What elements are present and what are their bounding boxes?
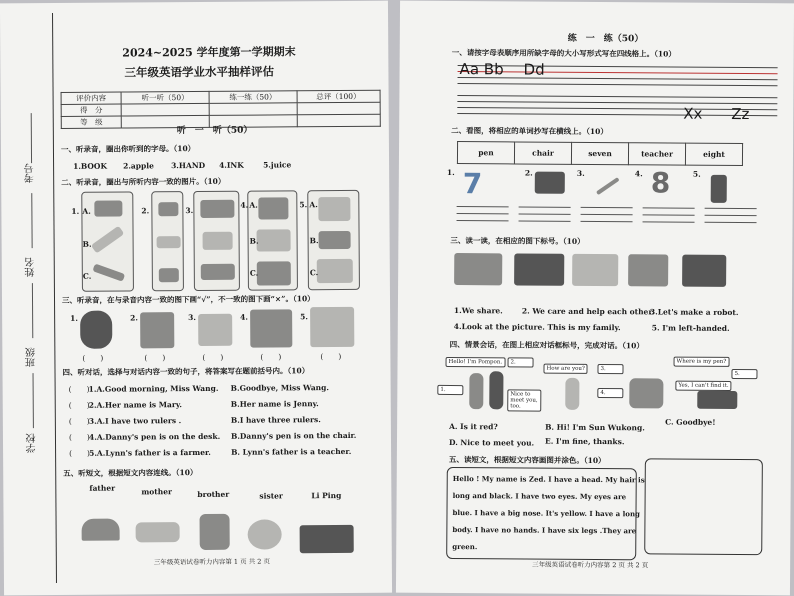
word-cell: teacher xyxy=(628,143,685,165)
q3-title: 三、听录音，在与录音内容一致的图下画“√”，不一致的图下画“×”。（10） xyxy=(61,294,315,305)
page-1 xyxy=(0,1,392,596)
r-q3-sentence: 2. We care and help each other. xyxy=(521,306,655,317)
q2-opt-b[interactable]: B. xyxy=(82,239,92,249)
q3-num: 2. xyxy=(130,313,139,323)
answer-line[interactable] xyxy=(643,207,695,208)
stethoscope-picture xyxy=(248,519,282,549)
word-cell: eight xyxy=(685,143,742,165)
q3-num: 3. xyxy=(188,313,197,323)
q2-group-3 xyxy=(193,191,240,291)
r-q4-option: A. Is it red? xyxy=(449,421,498,432)
q5-person: brother xyxy=(197,489,230,499)
q3-num: 1. xyxy=(70,313,79,323)
q1-title: 一、听录音，圈出你听到的字母。（10） xyxy=(60,144,196,154)
q2-num: 1. xyxy=(71,206,80,216)
r-q3-sentence: 4.Look at the picture. This is my family. xyxy=(453,322,621,333)
kid-figure xyxy=(565,378,579,410)
score-table xyxy=(61,90,381,129)
answer-line[interactable] xyxy=(581,207,633,208)
q4-option-b: B.Her name is Jenny. xyxy=(230,399,319,409)
q3-answer-paren[interactable]: ( ) xyxy=(260,352,282,362)
r-q5-title: 五、读短文，根据短文内容画图并涂色。（10） xyxy=(448,454,606,466)
q3-num: 5. xyxy=(300,312,309,322)
teacher-picture xyxy=(535,172,565,194)
bus-picture xyxy=(300,525,354,553)
exam-title-subject: 三年级英语学业水平抽样评估 xyxy=(124,64,274,80)
police-car-picture xyxy=(136,522,180,542)
fill-line xyxy=(32,283,33,338)
passage-line: blue. I have a big nose. It's yellow. I have a long xyxy=(452,508,640,519)
q5-person: sister xyxy=(259,491,283,501)
schoolbag-picture xyxy=(200,514,230,550)
side-label-school: 学校 xyxy=(26,433,39,454)
r-q3-sentence: 1.We share. xyxy=(453,306,503,316)
q3-picture-man xyxy=(250,309,292,347)
q2-num: 2. xyxy=(141,206,150,216)
q3-picture-room xyxy=(198,314,232,346)
q2-num: 4. xyxy=(240,200,249,210)
q4-option-a: 2.A.Her name is Mary. xyxy=(88,400,182,410)
word-cell: chair xyxy=(514,142,571,164)
exam-title-year: 2024~2025 学年度第一学期期末 xyxy=(122,45,296,60)
q4-title: 四、听对话，选择与对话内容一致的句子，将答案写在题前括号内。（10） xyxy=(62,366,310,377)
passage-line: body. I have no hands. I have six legs .They are xyxy=(452,525,637,536)
given-letters-d: Dd xyxy=(523,60,545,79)
q2-title: 二、听录音，圈出与所听内容一致的图片。（10） xyxy=(61,176,226,187)
answer-box[interactable]: 4. xyxy=(597,388,623,398)
r-q3-sentence: 3.Let's make a robot. xyxy=(649,307,739,318)
q5-title: 五、听短文，根据短文内容连线。（10） xyxy=(63,467,198,478)
family-picture xyxy=(454,253,502,285)
word-table xyxy=(457,141,743,166)
score-cell[interactable] xyxy=(297,102,380,115)
q3-num: 4. xyxy=(240,312,249,322)
q2-group-2 xyxy=(151,191,184,291)
r-q2-title: 二、看图，将相应的单词抄写在横线上。（10） xyxy=(451,125,608,137)
q3-picture-boy xyxy=(140,312,174,348)
passage-line: long and black. I have two eyes. My eyes are xyxy=(452,491,627,502)
score-cell[interactable] xyxy=(121,103,209,116)
answer-line[interactable] xyxy=(519,206,571,207)
q5-person: mother xyxy=(141,487,172,497)
given-letters-ab: Aa Bb xyxy=(459,60,504,79)
q2-num: 5. xyxy=(299,200,308,210)
word-cell: seven xyxy=(571,142,628,164)
fill-line xyxy=(31,193,32,248)
q1-item[interactable]: 3.HAND xyxy=(171,160,206,171)
r-q2-num: 4. xyxy=(634,169,643,179)
side-label-exam-no: 考号 xyxy=(25,163,37,184)
share-picture xyxy=(628,254,668,286)
q3-answer-paren[interactable]: ( ) xyxy=(82,353,104,363)
answer-box[interactable]: 3. xyxy=(597,364,623,374)
left-handed-picture xyxy=(572,254,618,286)
r-q3-title: 三、读一读，在相应的图下标号。（10） xyxy=(450,235,585,246)
r-q1-title: 一、请按字母表顺序用所缺字母的大小写形式写在四线格上。（10） xyxy=(451,47,676,59)
page-footer-1: 三年级英语试卷听力内容第 1 页 共 2 页 xyxy=(153,557,270,567)
chair-picture xyxy=(711,175,727,203)
answer-line[interactable] xyxy=(705,208,757,209)
score-cell[interactable] xyxy=(209,103,297,116)
q3-answer-paren[interactable]: ( ) xyxy=(202,352,224,362)
score-row-score: 得 分 xyxy=(61,104,121,116)
four-line-grid xyxy=(458,65,778,68)
q4-answer-paren[interactable]: ( ) xyxy=(69,448,90,458)
score-header-content: 评价内容 xyxy=(61,92,121,104)
section-title-listen: 听 一 听（50） xyxy=(176,125,253,137)
eight-picture: 8 xyxy=(650,166,671,200)
q1-item[interactable]: 5.juice xyxy=(263,160,292,170)
score-header-practice: 练一练（50） xyxy=(209,91,297,104)
q1-item[interactable]: 2.apple xyxy=(123,161,154,171)
grade-cell[interactable] xyxy=(297,114,380,127)
answer-box[interactable]: 5. xyxy=(731,369,757,379)
kids-figure xyxy=(629,378,663,408)
given-letters-x: Xx xyxy=(683,104,703,123)
q2-num: 3. xyxy=(185,206,194,216)
robot-picture xyxy=(682,255,726,287)
seven-picture: 7 xyxy=(462,167,483,201)
r-q4-option: C. Goodbye! xyxy=(665,417,716,427)
pen-picture xyxy=(596,177,620,195)
answer-line[interactable] xyxy=(457,206,509,207)
q1-item[interactable]: 4.INK xyxy=(219,160,244,170)
q4-option-a: 5.A.Lynn's father is a farmer. xyxy=(89,447,211,458)
passage-line: green. xyxy=(452,542,478,552)
q4-option-a: 4.A.Danny's pen is on the desk. xyxy=(88,431,221,442)
q3-picture-cook xyxy=(310,307,354,347)
desk-figure xyxy=(697,391,737,409)
score-header-listen: 听一听（50） xyxy=(121,91,209,104)
binding-line xyxy=(52,13,57,583)
monkey-figure xyxy=(489,371,503,409)
fill-line xyxy=(33,373,34,428)
answer-box[interactable]: 2. xyxy=(508,357,534,367)
kid-figure xyxy=(469,373,483,409)
q4-option-a: 1.A.Good morning, Miss Wang. xyxy=(88,383,219,394)
side-label-name: 姓名 xyxy=(25,257,37,278)
r-q2-num: 1. xyxy=(446,167,455,178)
speech-bubble: Hello! I'm Pompon. xyxy=(446,357,506,367)
r-q3-sentence: 5. I'm left-handed. xyxy=(651,323,730,333)
q4-answer-paren[interactable]: ( ) xyxy=(68,384,90,394)
q4-answer-paren[interactable]: ( ) xyxy=(68,416,90,426)
q4-option-b: B.I have three rulers. xyxy=(230,415,321,425)
q5-person: Li Ping xyxy=(311,490,342,501)
hard-hat-picture xyxy=(82,519,120,541)
r-q4-option: D. Nice to meet you. xyxy=(448,437,535,448)
q2-opt-c[interactable]: C. xyxy=(82,271,92,281)
q4-option-a: 3.A.I have two rulers . xyxy=(88,416,182,426)
q4-answer-paren[interactable]: ( ) xyxy=(68,400,90,410)
speech-bubble: How are you? xyxy=(543,364,587,374)
r-q4-title: 四、情景会话，在图上相应对话框标号，完成对话。（10） xyxy=(449,339,644,351)
section-title-practice: 练 一 练（50） xyxy=(567,33,644,45)
q3-answer-paren[interactable]: ( ) xyxy=(320,351,342,362)
q2-opt-c[interactable]: C. xyxy=(309,268,319,278)
page-footer-2: 三年级英语试卷听力内容第 2 页 共 2 页 xyxy=(532,560,649,570)
r-q2-num: 5. xyxy=(692,169,701,179)
q4-option-b: B. Lynn's father is a teacher. xyxy=(231,446,352,457)
score-header-total: 总评（100） xyxy=(297,90,380,103)
q5-person: father xyxy=(89,483,116,493)
q2-opt-b[interactable]: B. xyxy=(309,236,319,246)
q2-opt-a[interactable]: A. xyxy=(309,200,318,210)
r-q4-option: B. Hi! I'm Sun Wukong. xyxy=(545,422,645,433)
drawing-box[interactable] xyxy=(644,458,763,555)
q2-opt-a[interactable]: A. xyxy=(249,200,258,210)
q2-opt-b[interactable]: B. xyxy=(249,236,259,246)
q2-opt-c[interactable]: C. xyxy=(249,268,259,278)
r-q4-option: E. I'm fine, thanks. xyxy=(544,436,625,447)
q2-opt-a[interactable]: A. xyxy=(82,206,91,216)
speech-bubble: Nice to meet you, too. xyxy=(507,389,541,411)
word-cell: pen xyxy=(457,142,514,164)
q4-option-b: B.Danny's pen is on the chair. xyxy=(230,430,357,441)
side-label-class: 班级 xyxy=(26,347,38,368)
q4-answer-paren[interactable]: ( ) xyxy=(68,432,90,442)
r-q2-num: 3. xyxy=(576,168,585,178)
passage-line: Hello ! My name is Zed. I have a head. My hair is xyxy=(452,474,645,485)
care-picture xyxy=(514,253,564,285)
answer-box[interactable]: 1. xyxy=(437,385,463,395)
given-letters-z: Zz xyxy=(731,104,750,124)
page-2 xyxy=(396,1,794,596)
q1-item[interactable]: 1.BOOK xyxy=(73,161,108,171)
q3-answer-paren[interactable]: ( ) xyxy=(144,353,166,363)
q3-picture-girl xyxy=(80,311,112,349)
q4-option-b: B.Goodbye, Miss Wang. xyxy=(230,383,330,393)
r-q2-num: 2. xyxy=(524,168,533,178)
speech-bubble: Yes, I can't find it. xyxy=(675,381,731,391)
speech-bubble: Where is my pen? xyxy=(674,357,730,367)
score-row-grade: 等 级 xyxy=(61,116,121,128)
fill-line xyxy=(31,113,32,163)
